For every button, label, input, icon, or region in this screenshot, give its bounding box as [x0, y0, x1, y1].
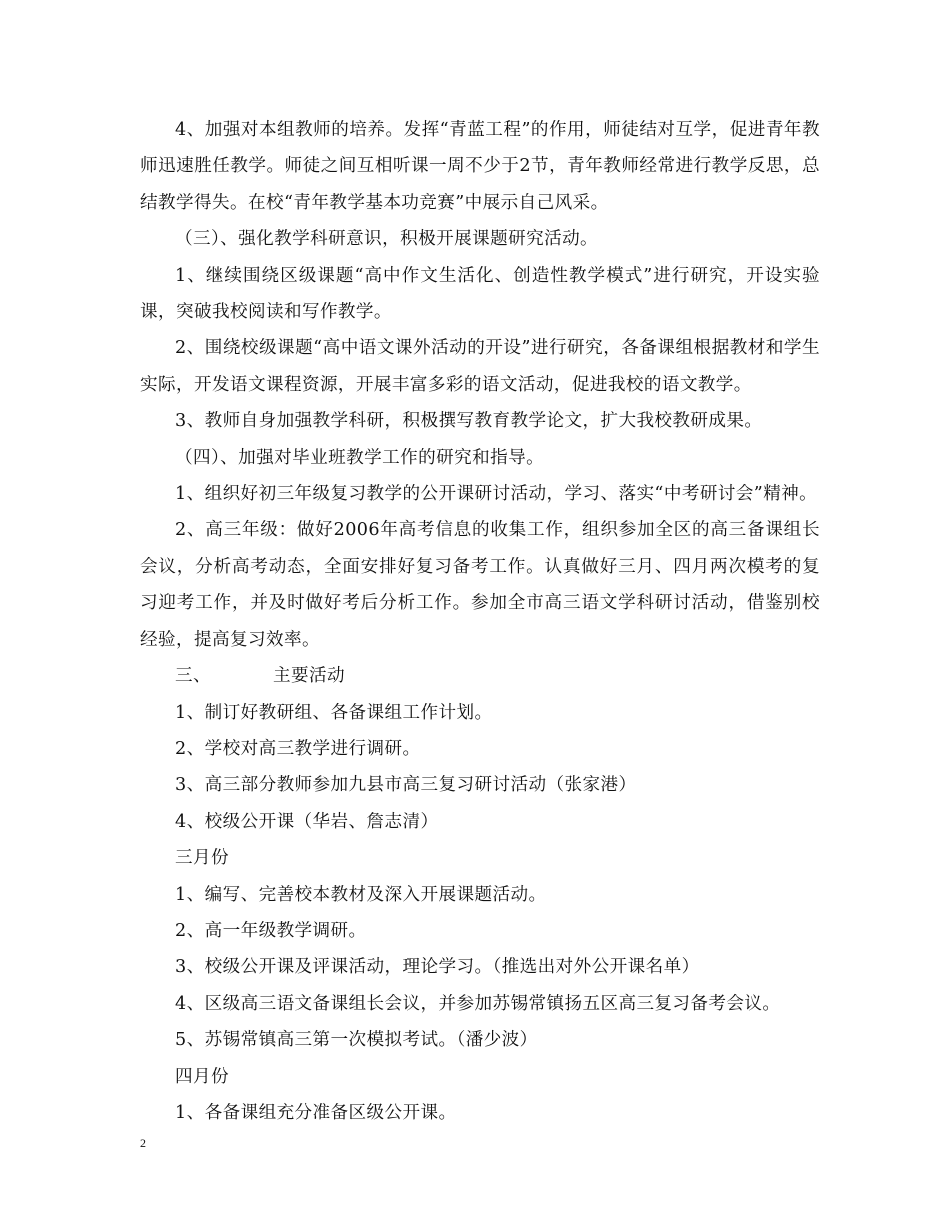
- paragraph-grade12-review: 2、高三年级：做好2006年高考信息的收集工作，组织参加全区的高三备课组长会议，分析高考动态，全面安排好复习备考工作。认真做好三月、四月两次模考的复习迎考工作，并及时做好考后分析工作。参加全市高三语文学科研讨活动，借鉴别校经验，提高复习效率。: [140, 520, 820, 650]
- list-item: 3、高三部分教师参加九县市高三复习研讨活动（张家港）: [175, 775, 637, 796]
- list-item: 2、学校对高三教学进行调研。: [175, 738, 421, 759]
- list-item: 4、校级公开课（华岩、詹志清）: [175, 811, 439, 832]
- list-item: 5、苏锡常镇高三第一次模拟考试。（潘少波）: [175, 1030, 538, 1051]
- month-label-march: 三月份: [175, 848, 229, 869]
- list-item: 3、校级公开课及评课活动，理论学习。（推选出对外公开课名单）: [175, 957, 700, 978]
- paragraph-grade9-review: 1、组织好初三年级复习教学的公开课研讨活动，学习、落实“中考研讨会”精神。: [175, 484, 818, 505]
- list-item: 2、高一年级教学调研。: [175, 920, 367, 941]
- list-item: 4、区级高三语文备课组长会议，并参加苏锡常镇扬五区高三复习备考会议。: [175, 993, 781, 1014]
- section-title: 主要活动: [273, 666, 345, 687]
- subheading-research: （三）、强化教学科研意识，积极开展课题研究活动。: [175, 229, 599, 250]
- section-heading-main-activities: [140, 658, 820, 694]
- page-number: 2: [140, 1136, 146, 1150]
- paragraph-teacher-research: 3、教师自身加强教学科研，积极撰写教育教学论文，扩大我校教研成果。: [175, 411, 763, 432]
- document-body: [140, 112, 820, 1131]
- subheading-graduating-classes: （四）、加强对毕业班教学工作的研究和指导。: [175, 447, 545, 468]
- month-label-april: 四月份: [175, 1066, 229, 1087]
- section-number: 三、: [175, 666, 211, 687]
- list-item: 1、编写、完善校本教材及深入开展课题活动。: [175, 884, 547, 905]
- paragraph-teacher-training: 4、加强对本组教师的培养。发挥“青蓝工程”的作用，师徒结对互学，促进青年教师迅速胜任教学。师徒之间互相听课一周不少于2节，青年教师经常进行教学反思，总结教学得失。在校“青年教学基本功竞赛”中展示自己风采。: [140, 120, 820, 213]
- paragraph-school-project: 2、围绕校级课题“高中语文课外活动的开设”进行研究，各备课组根据教材和学生实际，开发语文课程资源，开展丰富多彩的语文活动，促进我校的语文教学。: [140, 338, 820, 395]
- list-item: 1、各备课组充分准备区级公开课。: [175, 1102, 457, 1123]
- list-item: 1、制订好教研组、各备课组工作计划。: [175, 702, 493, 723]
- paragraph-district-project: 1、继续围绕区级课题“高中作文生活化、创造性教学模式”进行研究，开设实验课，突破我校阅读和写作教学。: [140, 265, 820, 323]
